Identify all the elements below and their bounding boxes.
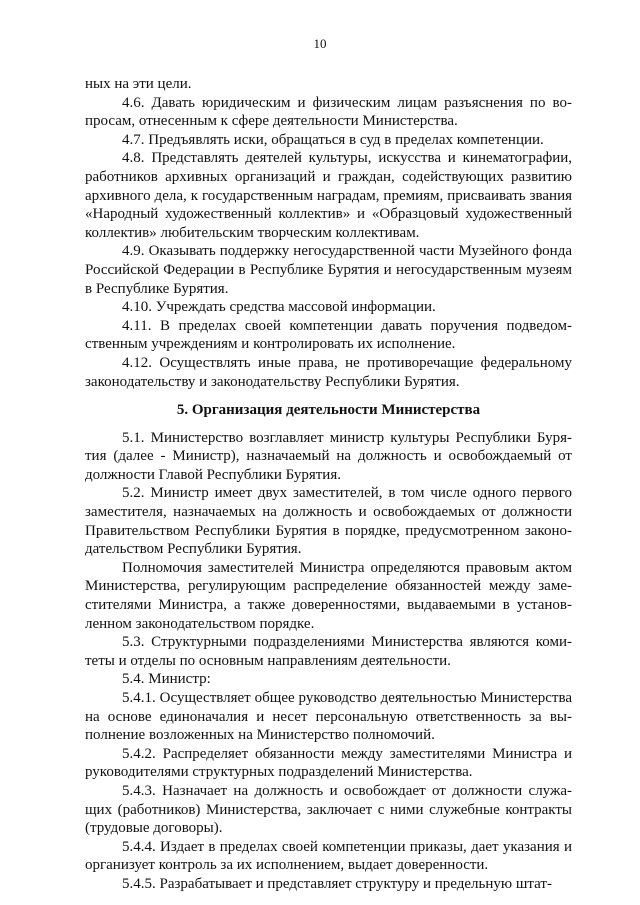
paragraph-4-12: 4.12. Осуществлять иные права, не противоречащие федеральному законодательству и законодательству Республики Бурятия. — [85, 354, 572, 390]
paragraph-4-11: 4.11. В пределах своей компетенции давать поручения подведомственным учреждениям и контролировать их исполнение. — [85, 317, 572, 353]
paragraph-5-4-1: 5.4.1. Осуществляет общее руководство деятельностью Министерства на основе единоначалия и несет персональную ответственность за выполнение возложенных на Министерство полномочий. — [85, 690, 572, 744]
paragraph-5-4-5: 5.4.5. Разрабатывает и представляет структуру и предельную штат- — [122, 875, 552, 892]
paragraph-4-6: 4.6. Давать юридическим и физическим лицам разъяснения по вопросам, отнесенным к сфере деятельности Министерства. — [85, 94, 572, 130]
paragraph-5-4-4: 5.4.4. Издает в пределах своей компетенции приказы, дает указания и организует контроль за их исполнением, выдает доверенности. — [85, 838, 572, 874]
section-heading: 5. Организация деятельности Министерства — [176, 402, 481, 419]
section-4-continuation — [85, 75, 572, 391]
paragraph-5-4: 5.4. Министр: — [122, 671, 211, 688]
document-body — [85, 75, 572, 894]
section-5-body — [85, 429, 572, 894]
paragraph-5-3: 5.3. Структурными подразделениями Министерства являются комитеты и отделы по основным направлениям деятельности. — [85, 634, 572, 669]
paragraph-4-8: 4.8. Представлять деятелей культуры, искусства и кинематографии, работников архивных организаций и граждан, содействующих развитию архивного дела, к государственным наградам, премиям, присваивать звания «Народный художественный коллектив» и «Образцовый художественный коллектив» любительским творческим коллективам. — [85, 150, 572, 241]
page-number: 10 — [313, 36, 327, 51]
paragraph-5-4-2: 5.4.2. Распределяет обязанности между заместителями Министра и руководителями структурных подразделений Министерства. — [85, 745, 572, 781]
paragraph-4-7: 4.7. Предъявлять иски, обращаться в суд в пределах компетенции. — [122, 131, 544, 148]
paragraph-5-2: 5.2. Министр имеет двух заместителей, в том числе одного первого заместителя, назначаемых на должность и освобождаемых от должности Правительством Республики Бурятия в порядке, предусмотренном законодательством Республики Бурятия. — [85, 485, 572, 558]
paragraph-5-4-3: 5.4.3. Назначает на должность и освобождает от должности служащих (работников) Министерства, заключает с ними служебные контракты (трудовые договоры). — [85, 782, 572, 837]
paragraph-4-10: 4.10. Учреждать средства массовой информации. — [122, 299, 436, 316]
paragraph-4-9: 4.9. Оказывать поддержку негосударственной части Музейного фонда Российской Федерации в Республике Бурятия и негосударственным музеям в Республике Бурятия. — [85, 243, 572, 297]
paragraph-powers: Полномочия заместителей Министра определяются правовым актом Министерства, регулирующим распределение обязанностей между заместителями Министра, а также доверенностями, выдаваемыми в установленном законодательством порядке. — [85, 559, 572, 632]
paragraph-cont: ных на эти цели. — [85, 76, 192, 92]
paragraph-5-1: 5.1. Министерство возглавляет министр культуры Республики Бурятия (далее - Министр), назначаемый на должность и освобождаемый от должности Главой Республики Бурятия. — [85, 429, 572, 483]
